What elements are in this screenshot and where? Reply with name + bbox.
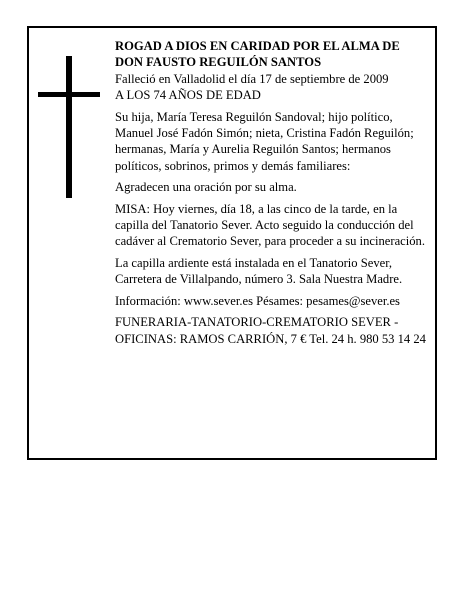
prayer-request: Agradecen una oración por su alma. bbox=[115, 180, 297, 195]
funeral-home-paragraph: FUNERARIA-TANATORIO-CREMATORIO SEVER - OFICINAS: RAMOS CARRIÓN, 7 € Tel. 24 h. 980 53 14 24 bbox=[115, 315, 426, 346]
mass-paragraph: MISA: Hoy viernes, día 18, a las cinco de la tarde, en la capilla del Tanatorio Sever. Acto seguido la conducción del cadáver al Crematorio Sever, para proceder a su incineración. bbox=[115, 201, 425, 249]
notice-heading: ROGAD A DIOS EN CARIDAD POR EL ALMA DE DON FAUSTO REGUILÓN SANTOS bbox=[115, 39, 400, 70]
information-paragraph: Información: www.sever.es Pésames: pesames@sever.es bbox=[115, 293, 400, 308]
age-line: A LOS 74 AÑOS DE EDAD bbox=[115, 88, 261, 103]
notice-body bbox=[115, 38, 427, 347]
cross-icon-crossbar bbox=[38, 92, 100, 97]
obituary-notice bbox=[27, 26, 437, 460]
death-info: Falleció en Valladolid el día 17 de septiembre de 2009 bbox=[115, 71, 389, 86]
chapel-paragraph: La capilla ardiente está instalada en el Tanatorio Sever, Carretera de Villalpando, número 3. Sala Nuestra Madre. bbox=[115, 255, 403, 287]
family-paragraph: Su hija, María Teresa Reguilón Sandoval; hijo político, Manuel José Fadón Simón; nieta, Cristina Fadón Reguilón; hermanas, María y Aurelia Reguilón Santos; hermanos políticos, sobrinos, primos y demás familiares: bbox=[115, 109, 414, 173]
cross-icon bbox=[66, 56, 72, 198]
